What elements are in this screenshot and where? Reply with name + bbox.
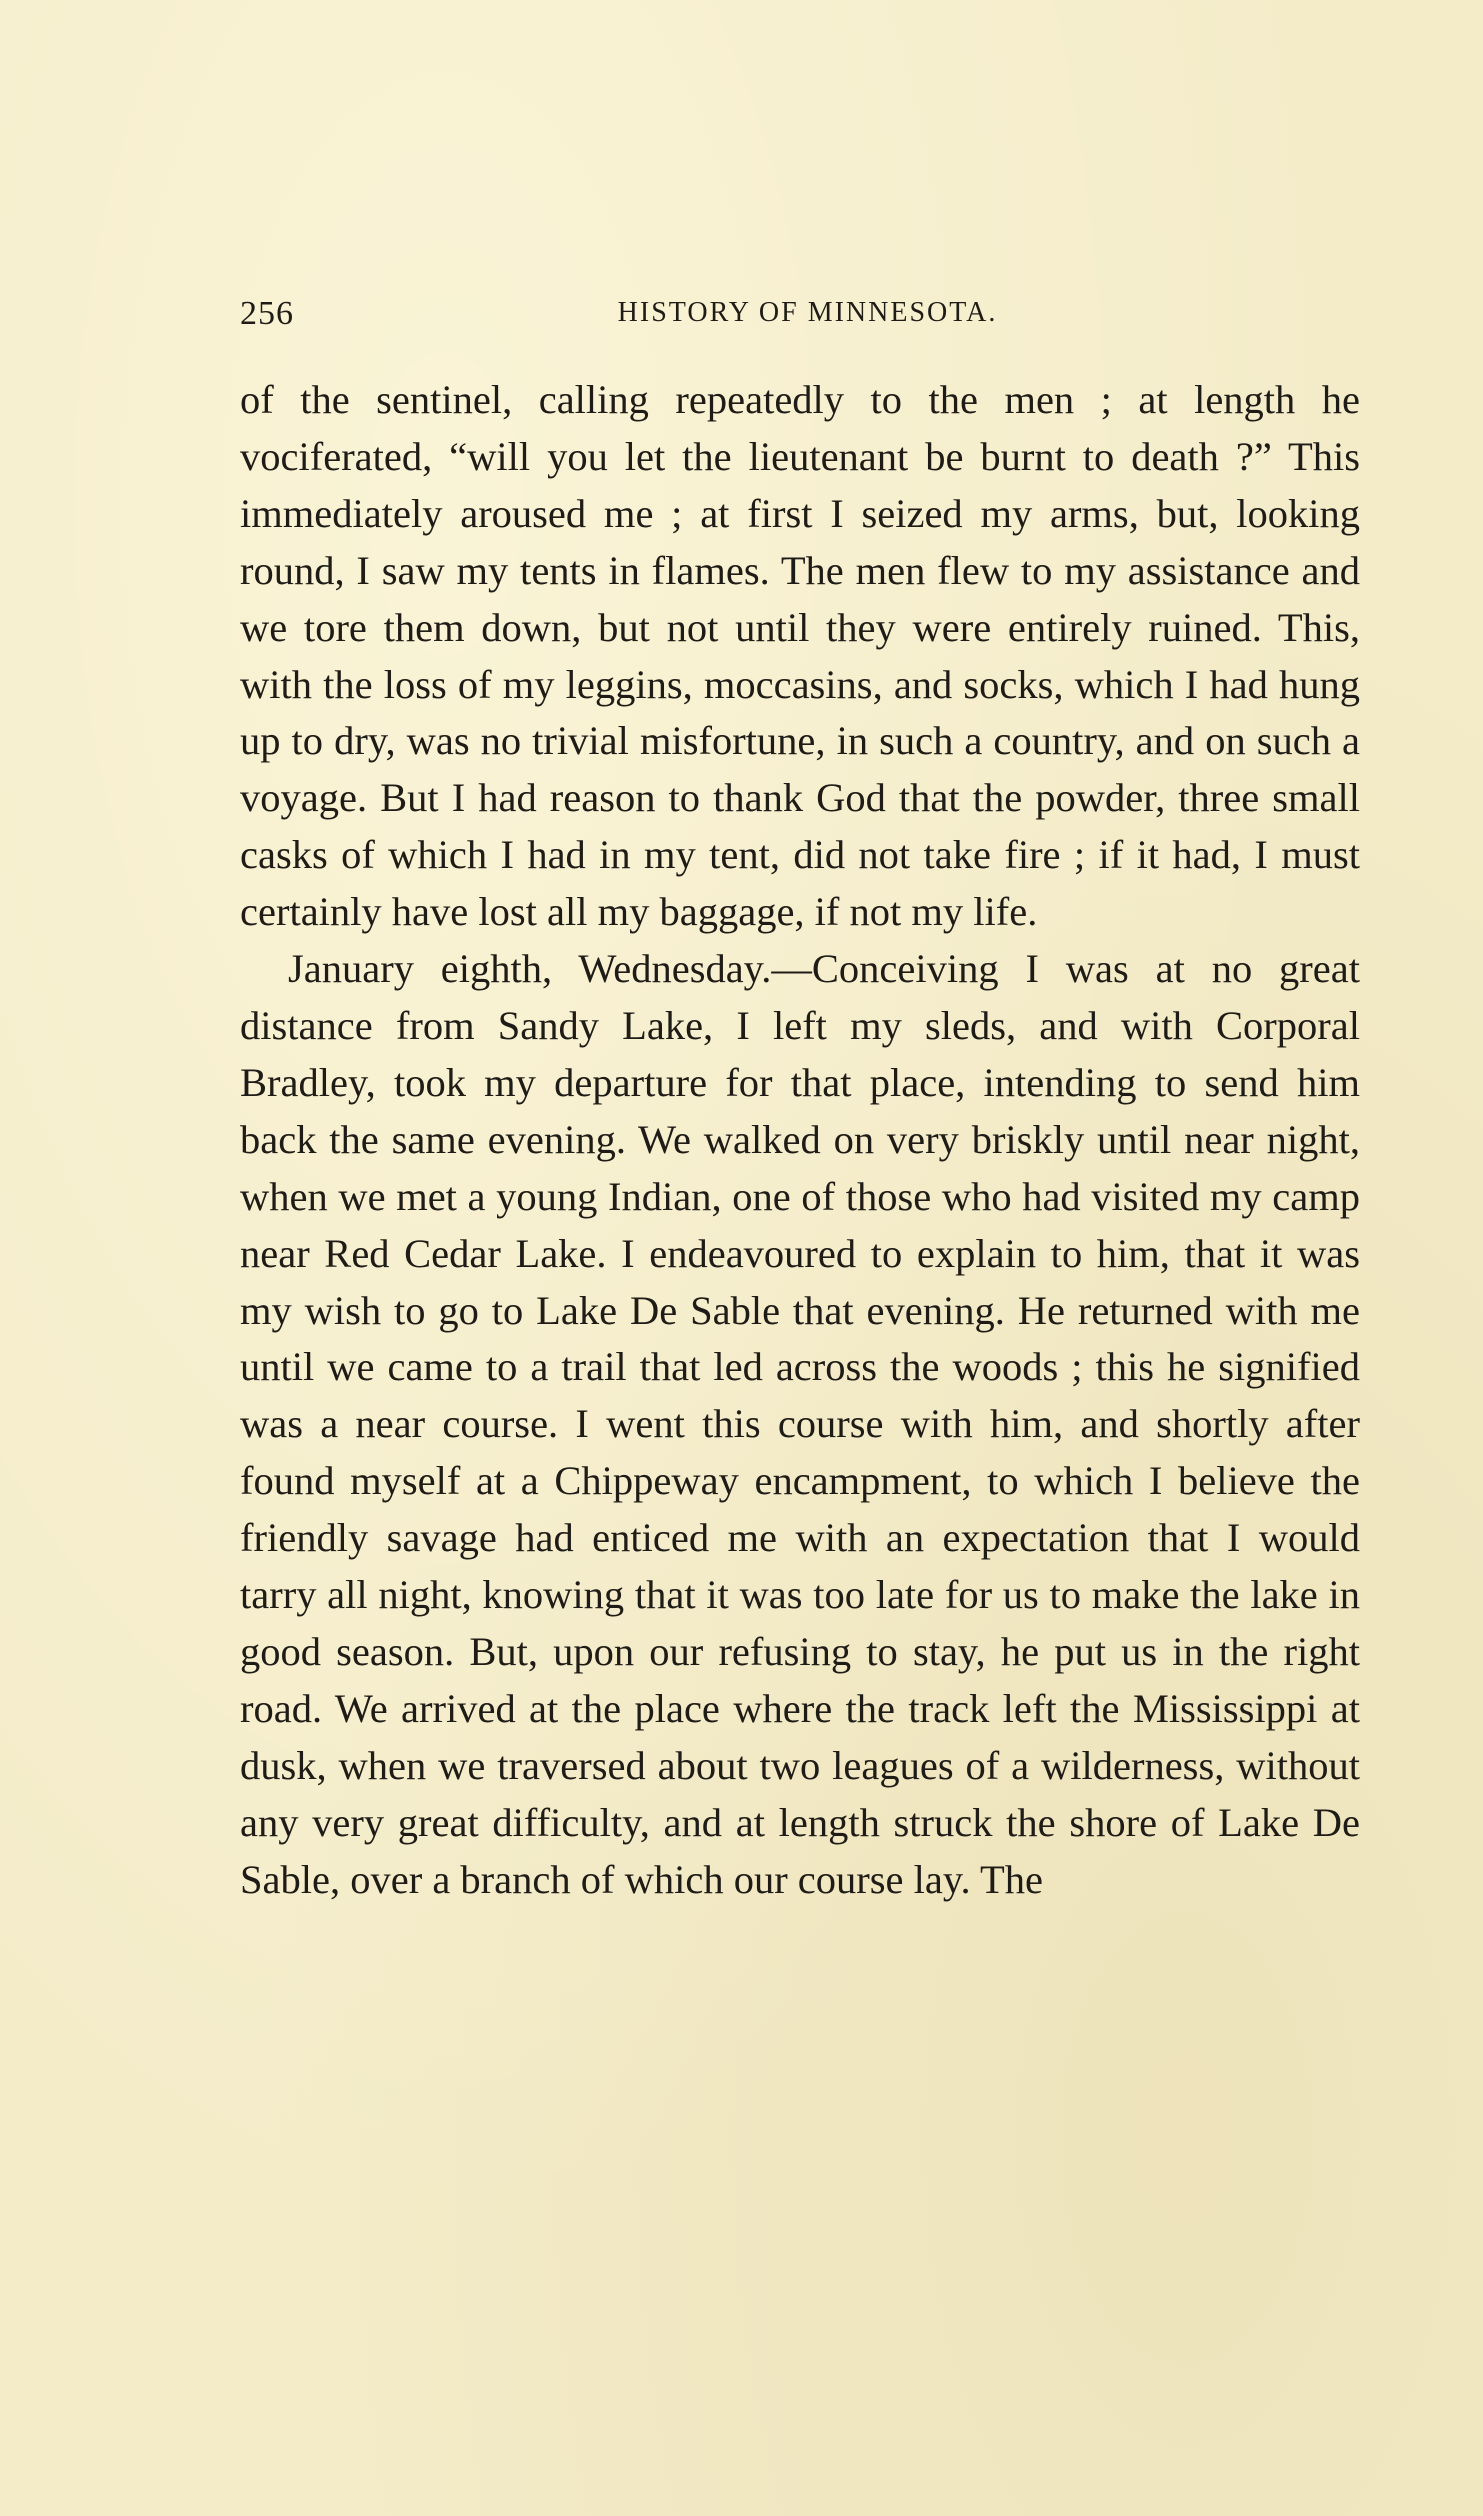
book-page <box>240 0 1375 2516</box>
paragraph-january-eighth: January eighth, Wednesday.—Conceiving I was at no great distance from Sandy Lake, I left my sleds, and with Corporal Bradley, took my departure for that place, intending to send him back the same evening. We walked on very briskly until near night, when we met a young Indian, one of those who had visited my camp near Red Cedar Lake. I endeavoured to explain to him, that it was my wish to go to Lake De Sable that evening. He returned with me until we came to a trail that led across the woods ; this he signified was a near course. I went this course with him, and shortly after found myself at a Chippeway encampment, to which I believe the friendly savage had enticed me with an expectation that I would tarry all night, knowing that it was too late for us to make the lake in good season. But, upon our refusing to stay, he put us in the right road. We arrived at the place where the track left the Mississippi at dusk, when we traversed about two leagues of a wilderness, without any very great difficulty, and at length struck the shore of Lake De Sable, over a branch of which our course lay. The <box>240 946 1360 1902</box>
page-number: 256 <box>240 295 294 332</box>
running-head <box>240 295 1375 335</box>
running-title: HISTORY OF MINNESOTA. <box>617 297 998 328</box>
body-text <box>240 372 1360 1908</box>
paragraph-continued: of the sentinel, calling repeatedly to the men ; at length he vociferated, “will you let the lieutenant be burnt to death ?” This immediately aroused me ; at first I seized my arms, but, looking round, I saw my tents in flames. The men flew to my assistance and we tore them down, but not until they were entirely ruined. This, with the loss of my leggins, moccasins, and socks, which I had hung up to dry, was no trivial misfortune, in such a country, and on such a voyage. But I had reason to thank God that the powder, three small casks of which I had in my tent, did not take fire ; if it had, I must certainly have lost all my baggage, if not my life. <box>240 377 1360 935</box>
